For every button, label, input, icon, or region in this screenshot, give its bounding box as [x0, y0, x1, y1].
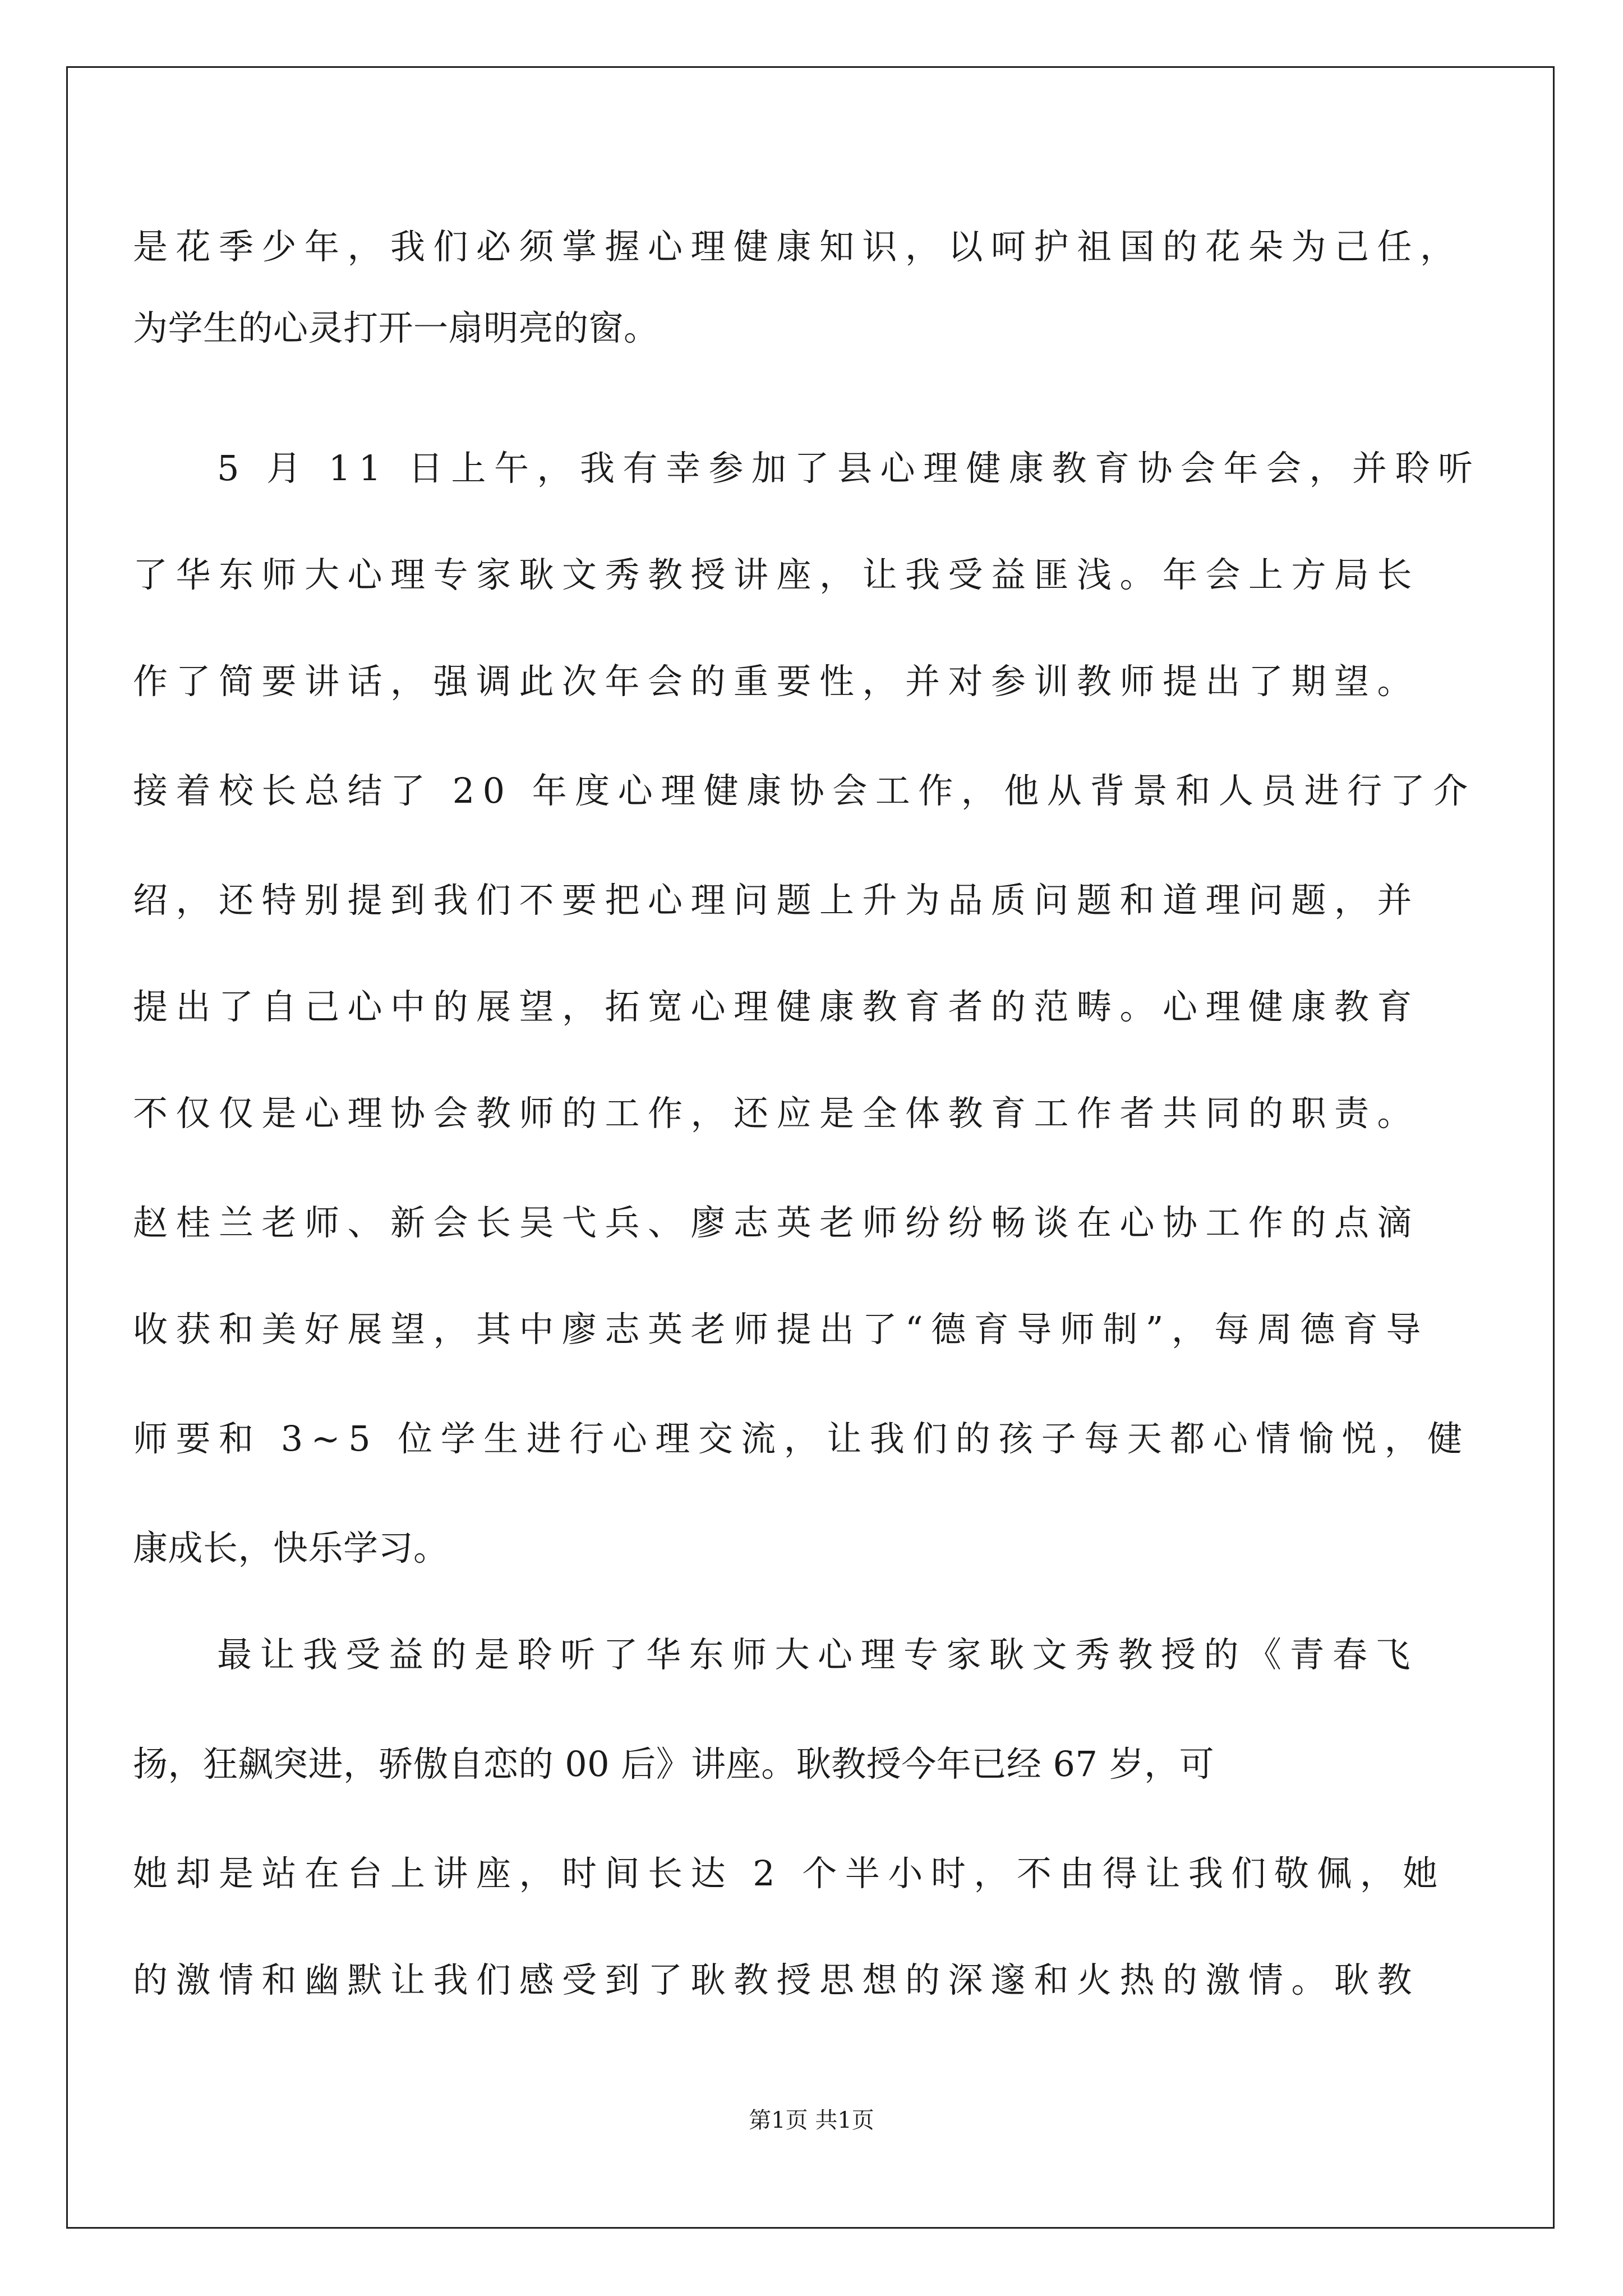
text-line: 康成长，快乐学习。: [133, 1527, 449, 1568]
document-body: [133, 0, 1482, 2120]
text-line: 她却是站在台上讲座，时间长达 2 个半小时，不由得让我们敬佩，她: [133, 1853, 1446, 1894]
text-line: 的激情和幽默让我们感受到了耿教授思想的深邃和火热的激情。耿教: [133, 1959, 1421, 2000]
text-line: 绍，还特别提到我们不要把心理问题上升为品质问题和道理问题，并: [133, 880, 1421, 921]
text-line: 收获和美好展望，其中廖志英老师提出了“德育导师制”，每周德育导: [133, 1309, 1429, 1350]
text-line: 是花季少年，我们必须掌握心理健康知识，以呵护祖国的花朵为己任，: [133, 226, 1463, 267]
text-line: 最让我受益的是聆听了华东师大心理专家耿文秀教授的《青春飞: [217, 1634, 1419, 1675]
text-line: 师要和 3~5 位学生进行心理交流，让我们的孩子每天都心情愉悦，健: [133, 1418, 1470, 1459]
text-line: 接着校长总结了 20 年度心理健康协会工作，他从背景和人员进行了介: [133, 770, 1476, 811]
text-line: 赵桂兰老师、新会长吴弋兵、廖志英老师纷纷畅谈在心协工作的点滴: [133, 1202, 1421, 1243]
text-line: 5 月 11 日上午，我有幸参加了县心理健康教育协会年会，并聆听: [217, 448, 1481, 489]
page-number: 第1页 共1页: [749, 2108, 874, 2133]
text-line: 为学生的心灵打开一扇明亮的窗。: [133, 307, 659, 348]
text-line: 提出了自己心中的展望，拓宽心理健康教育者的范畴。心理健康教育: [133, 986, 1421, 1027]
text-line: 了华东师大心理专家耿文秀教授讲座，让我受益匪浅。年会上方局长: [133, 554, 1421, 595]
text-line: 作了简要讲话，强调此次年会的重要性，并对参训教师提出了期望。: [133, 661, 1421, 702]
text-line: 扬，狂飙突进，骄傲自恋的 00 后》讲座。耿教授今年已经 67 岁，可: [133, 1743, 1215, 1784]
text-line: 不仅仅是心理协会教师的工作，还应是全体教育工作者共同的职责。: [133, 1093, 1421, 1134]
